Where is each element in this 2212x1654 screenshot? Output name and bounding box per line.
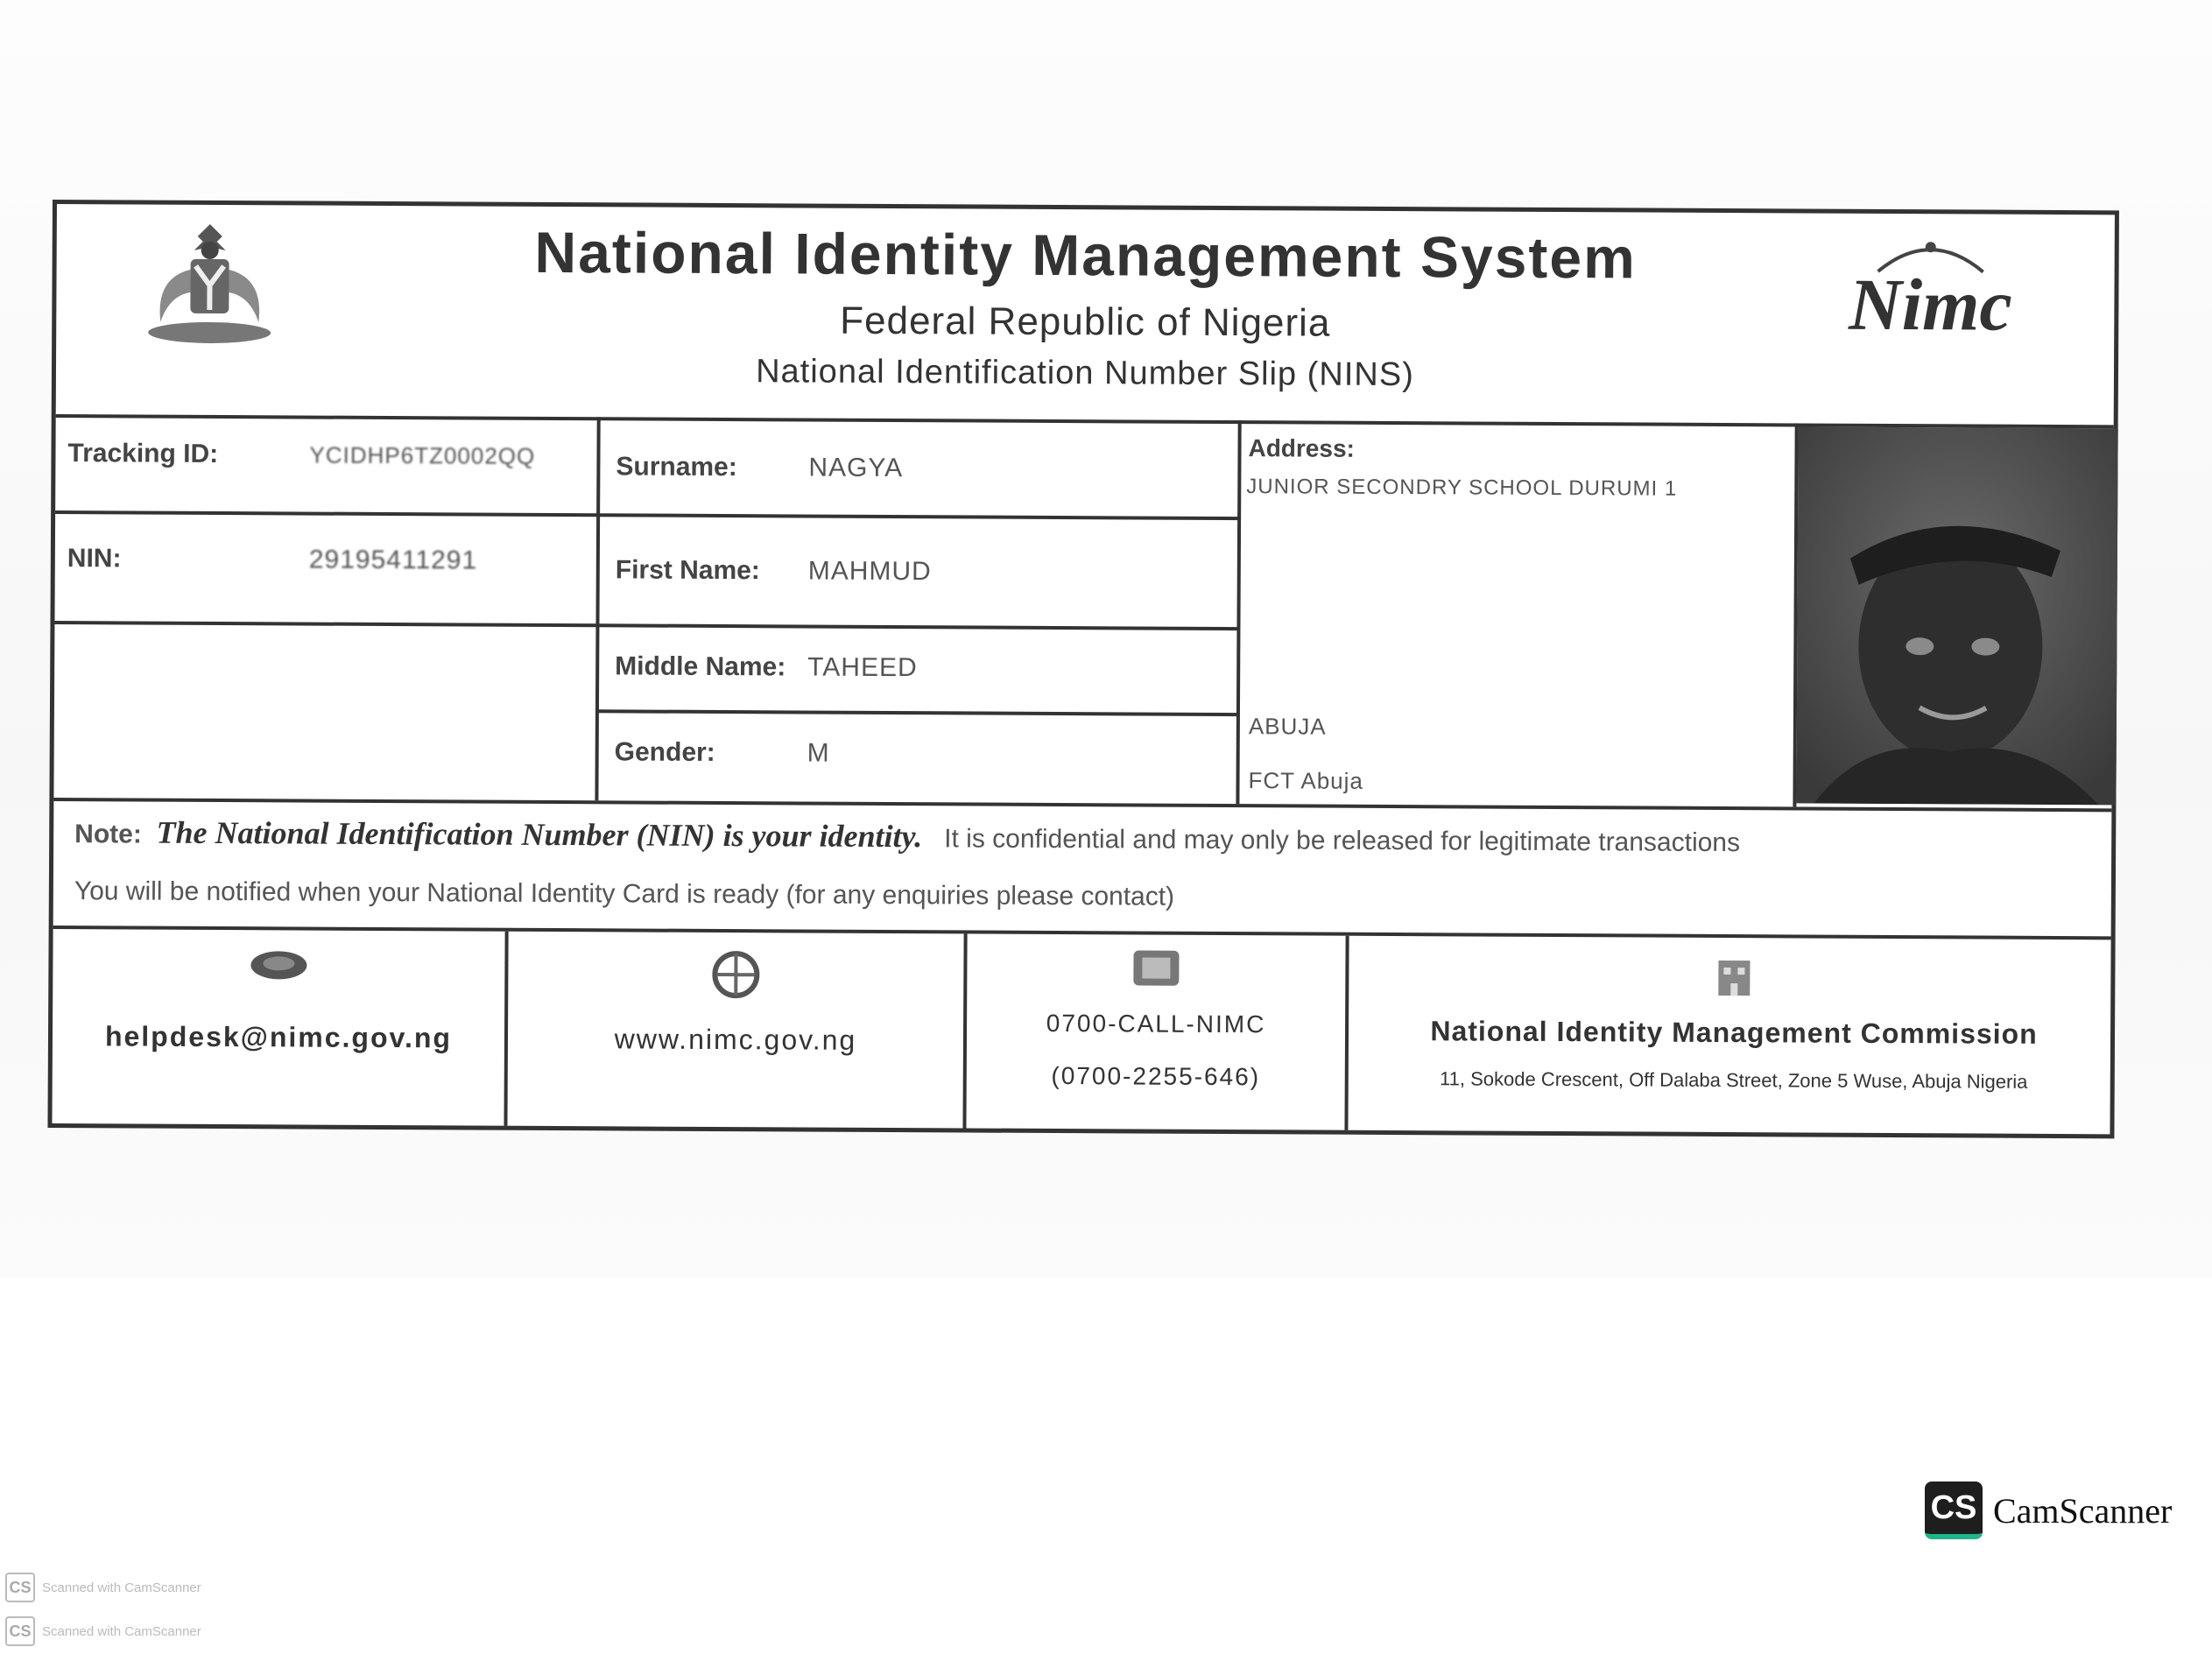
note-lead: Note: (74, 820, 142, 849)
grid-line (598, 513, 1239, 520)
nimc-logo-text: Nimc (1848, 264, 2012, 347)
nimc-logo (1842, 236, 2018, 360)
scanned-with-mark (5, 1573, 201, 1602)
passport-photo (1796, 426, 2117, 805)
website-link[interactable]: www.nimc.gov.ng (614, 1023, 857, 1056)
grid-line (597, 709, 1238, 716)
phone-number[interactable]: (0700-2255-646) (1051, 1061, 1261, 1091)
address-state: FCT Abuja (1248, 767, 1363, 794)
note-line-1 (74, 813, 1740, 859)
page-title: National Identity Management System (534, 219, 1637, 291)
camscanner-badge-icon: CS (1925, 1482, 1983, 1539)
gender-value: M (807, 738, 830, 768)
commission-name: National Identity Management Commission (1430, 1015, 2038, 1050)
gender-label: Gender: (614, 737, 715, 767)
surname-value: NAGYA (808, 453, 904, 483)
slip-name: National Identification Number Slip (NINS) (756, 353, 1414, 394)
nin-label: NIN: (67, 544, 122, 574)
note-emphasis: The National Identification Number (NIN) is your identity. (156, 814, 923, 855)
grid-line (597, 623, 1238, 630)
note-rest: It is confidential and may only be released for legitimate transactions (944, 824, 1741, 858)
tracking-id-value: YCIDHP6TZ0002QQ (309, 441, 536, 469)
office-cell (1348, 936, 2119, 1135)
contact-footer (52, 929, 2110, 1134)
slip-header (56, 204, 2115, 428)
grid-line (55, 510, 598, 517)
scanned-with-text: Scanned with CamScanner (42, 1623, 201, 1639)
website-cell (507, 932, 967, 1129)
nin-value: 29195411291 (308, 545, 478, 575)
nin-slip (47, 200, 2119, 1138)
grid-line (54, 621, 597, 627)
phone-word[interactable]: 0700-CALL-NIMC (1046, 1009, 1266, 1038)
address-label: Address: (1248, 434, 1355, 462)
globe-icon (709, 950, 762, 999)
phone-icon (1128, 943, 1184, 992)
scanned-with-text: Scanned with CamScanner (42, 1580, 201, 1595)
helpdesk-email[interactable]: helpdesk@nimc.gov.ng (104, 1020, 453, 1054)
email-cell (52, 929, 508, 1126)
middle-name-value: TAHEED (807, 652, 918, 683)
first-name-label: First Name: (615, 555, 760, 586)
small-cs-icon: CS (5, 1616, 35, 1646)
commission-address: 11, Sokode Crescent, Off Dalaba Street, Zone 5 Wuse, Abuja Nigeria (1439, 1067, 2028, 1093)
grid-line (1236, 420, 1241, 804)
camscanner-watermark (1925, 1482, 2172, 1539)
camscanner-brand: CamScanner (1993, 1490, 2173, 1531)
address-city: ABUJA (1248, 713, 1327, 740)
phone-cell (966, 933, 1349, 1130)
email-icon (248, 947, 309, 982)
note-section (53, 798, 2112, 940)
first-name-value: MAHMUD (807, 556, 932, 587)
grid-line (595, 417, 600, 800)
note-line-2: You will be notified when your National Identity Card is ready (for any enquiries please contact) (74, 876, 1175, 911)
page-subtitle: Federal Republic of Nigeria (840, 299, 1331, 345)
portrait-image (1796, 426, 2117, 805)
surname-label: Surname: (616, 452, 737, 482)
address-line: JUNIOR SECONDRY SCHOOL DURUMI 1 (1246, 475, 1678, 501)
tracking-id-label: Tracking ID: (67, 439, 219, 468)
building-icon (1709, 950, 1758, 999)
small-cs-icon: CS (5, 1573, 35, 1602)
middle-name-label: Middle Name: (615, 651, 786, 682)
scanned-with-mark (5, 1616, 201, 1646)
